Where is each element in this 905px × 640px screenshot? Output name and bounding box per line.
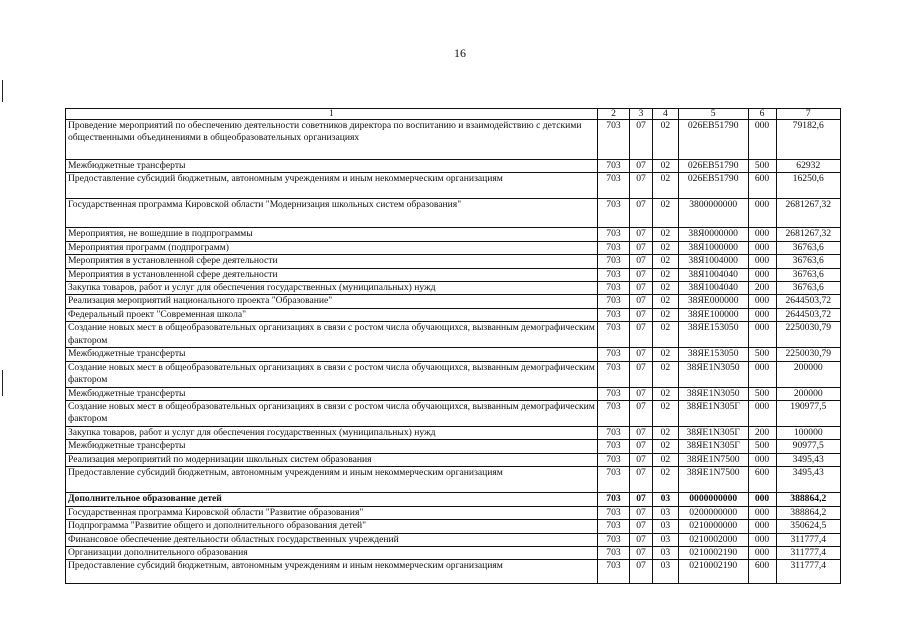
row-grbs-cell: 703	[597, 173, 629, 199]
row-name-cell: Реализация мероприятий национального проекта "Образование"	[66, 295, 598, 308]
column-header: 4	[652, 109, 678, 120]
row-expense-type-cell: 000	[748, 268, 776, 281]
row-grbs-cell: 703	[597, 546, 629, 559]
table-row	[66, 506, 841, 519]
row-target-article-cell: 38Я1000000	[678, 241, 748, 254]
table-row	[66, 173, 841, 199]
row-name-cell: Предоставление субсидий бюджетным, автономным учреждениям и иным некоммерческим организациям	[66, 467, 598, 493]
row-amount-cell: 190977,5	[776, 401, 840, 427]
row-subsection-cell: 02	[652, 268, 678, 281]
row-section-cell: 07	[630, 493, 653, 506]
row-name-cell: Закупка товаров, работ и услуг для обеспечения государственных (муниципальных) нужд	[66, 427, 598, 440]
budget-table	[65, 108, 841, 584]
row-amount-cell: 2250030,79	[776, 348, 840, 361]
row-subsection-cell: 02	[652, 160, 678, 173]
row-target-article-cell: 38Я0000000	[678, 228, 748, 241]
row-name-cell: Предоставление субсидий бюджетным, автономным учреждениям и иным некоммерческим организациям	[66, 173, 598, 199]
row-grbs-cell: 703	[597, 308, 629, 321]
row-grbs-cell: 703	[597, 228, 629, 241]
table-row	[66, 268, 841, 281]
table-row	[66, 427, 841, 440]
row-amount-cell: 36763,6	[776, 255, 840, 268]
row-expense-type-cell: 600	[748, 560, 776, 584]
row-expense-type-cell: 000	[748, 401, 776, 427]
column-header: 6	[748, 109, 776, 120]
row-section-cell: 07	[630, 295, 653, 308]
row-amount-cell: 100000	[776, 427, 840, 440]
row-expense-type-cell: 000	[748, 361, 776, 387]
row-expense-type-cell: 000	[748, 255, 776, 268]
row-amount-cell: 2681267,32	[776, 199, 840, 228]
row-section-cell: 07	[630, 322, 653, 348]
row-target-article-cell: 026EB51790	[678, 120, 748, 160]
row-target-article-cell: 0210002000	[678, 533, 748, 546]
row-subsection-cell: 02	[652, 173, 678, 199]
row-amount-cell: 388864,2	[776, 506, 840, 519]
row-subsection-cell: 02	[652, 348, 678, 361]
column-header: 5	[678, 109, 748, 120]
row-target-article-cell: 38Я1004040	[678, 282, 748, 295]
row-name-cell: Межбюджетные трансферты	[66, 440, 598, 453]
row-section-cell: 07	[630, 361, 653, 387]
row-section-cell: 07	[630, 467, 653, 493]
row-subsection-cell: 03	[652, 546, 678, 559]
row-subsection-cell: 03	[652, 520, 678, 533]
row-expense-type-cell: 000	[748, 120, 776, 160]
row-name-cell: Создание новых мест в общеобразовательных организациях в связи с ростом числа обучающихся, вызванным демографическим фактором	[66, 322, 598, 348]
row-section-cell: 07	[630, 348, 653, 361]
row-subsection-cell: 02	[652, 467, 678, 493]
table-row	[66, 493, 841, 506]
table-row	[66, 322, 841, 348]
row-target-article-cell: 38ЯЕ1N7500	[678, 453, 748, 466]
row-target-article-cell: 026EB51790	[678, 173, 748, 199]
row-expense-type-cell: 000	[748, 453, 776, 466]
row-target-article-cell: 38ЯЕ1N305Г	[678, 440, 748, 453]
row-amount-cell: 200000	[776, 387, 840, 400]
row-subsection-cell: 02	[652, 120, 678, 160]
row-grbs-cell: 703	[597, 268, 629, 281]
row-section-cell: 07	[630, 120, 653, 160]
table-row	[66, 241, 841, 254]
row-target-article-cell: 38ЯЕ1N305Г	[678, 401, 748, 427]
row-expense-type-cell: 500	[748, 387, 776, 400]
table-row	[66, 520, 841, 533]
row-amount-cell: 311777,4	[776, 546, 840, 559]
row-amount-cell: 3495,43	[776, 453, 840, 466]
row-grbs-cell: 703	[597, 387, 629, 400]
row-grbs-cell: 703	[597, 322, 629, 348]
table-row	[66, 361, 841, 387]
row-amount-cell: 2250030,79	[776, 322, 840, 348]
table-row	[66, 560, 841, 584]
table-row	[66, 440, 841, 453]
row-subsection-cell: 02	[652, 440, 678, 453]
row-name-cell: Государственная программа Кировской области "Модернизация школьных систем образования"	[66, 199, 598, 228]
row-amount-cell: 62932	[776, 160, 840, 173]
row-grbs-cell: 703	[597, 282, 629, 295]
row-target-article-cell: 38ЯЕ1N305Г	[678, 427, 748, 440]
row-section-cell: 07	[630, 228, 653, 241]
table-row	[66, 348, 841, 361]
row-expense-type-cell: 000	[748, 493, 776, 506]
row-expense-type-cell: 000	[748, 241, 776, 254]
row-section-cell: 07	[630, 427, 653, 440]
row-expense-type-cell: 000	[748, 228, 776, 241]
row-target-article-cell: 38ЯЕ1N7500	[678, 467, 748, 493]
row-amount-cell: 36763,6	[776, 282, 840, 295]
row-amount-cell: 311777,4	[776, 533, 840, 546]
table-row	[66, 199, 841, 228]
page-number: 16	[454, 46, 466, 60]
row-subsection-cell: 02	[652, 295, 678, 308]
row-subsection-cell: 02	[652, 401, 678, 427]
row-subsection-cell: 02	[652, 228, 678, 241]
row-name-cell: Мероприятия программ (подпрограмм)	[66, 241, 598, 254]
row-section-cell: 07	[630, 453, 653, 466]
row-grbs-cell: 703	[597, 453, 629, 466]
row-grbs-cell: 703	[597, 241, 629, 254]
row-grbs-cell: 703	[597, 160, 629, 173]
row-grbs-cell: 703	[597, 493, 629, 506]
row-section-cell: 07	[630, 268, 653, 281]
row-target-article-cell: 0210000000	[678, 520, 748, 533]
row-section-cell: 07	[630, 387, 653, 400]
row-grbs-cell: 703	[597, 533, 629, 546]
row-target-article-cell: 38ЯЕ000000	[678, 295, 748, 308]
row-expense-type-cell: 000	[748, 506, 776, 519]
row-section-cell: 07	[630, 241, 653, 254]
row-expense-type-cell: 000	[748, 295, 776, 308]
row-section-cell: 07	[630, 440, 653, 453]
table-row	[66, 160, 841, 173]
row-subsection-cell: 02	[652, 255, 678, 268]
row-section-cell: 07	[630, 282, 653, 295]
row-name-cell: Подпрограмма "Развитие общего и дополнительного образования детей"	[66, 520, 598, 533]
row-target-article-cell: 38ЯЕ153050	[678, 322, 748, 348]
row-name-cell: Реализация мероприятий по модернизации школьных систем образования	[66, 453, 598, 466]
row-grbs-cell: 703	[597, 120, 629, 160]
column-header: 2	[597, 109, 629, 120]
row-name-cell: Финансовое обеспечение деятельности областных государственных учреждений	[66, 533, 598, 546]
row-name-cell: Дополнительное образование детей	[66, 493, 598, 506]
table-header-row	[66, 109, 841, 120]
row-amount-cell: 3495,43	[776, 467, 840, 493]
table-row	[66, 228, 841, 241]
row-amount-cell: 90977,5	[776, 440, 840, 453]
row-target-article-cell: 38ЯЕ153050	[678, 348, 748, 361]
row-grbs-cell: 703	[597, 255, 629, 268]
row-expense-type-cell: 000	[748, 546, 776, 559]
row-expense-type-cell: 500	[748, 348, 776, 361]
row-section-cell: 07	[630, 546, 653, 559]
row-section-cell: 07	[630, 520, 653, 533]
row-expense-type-cell: 000	[748, 199, 776, 228]
row-name-cell: Мероприятия, не вошедшие в подпрограммы	[66, 228, 598, 241]
row-section-cell: 07	[630, 506, 653, 519]
row-target-article-cell: 0210002190	[678, 560, 748, 584]
row-subsection-cell: 02	[652, 282, 678, 295]
table-row	[66, 453, 841, 466]
row-name-cell: Мероприятия в установленной сфере деятельности	[66, 268, 598, 281]
row-target-article-cell: 3800000000	[678, 199, 748, 228]
column-header: 7	[776, 109, 840, 120]
row-subsection-cell: 02	[652, 241, 678, 254]
row-target-article-cell: 38ЯЕ1N3050	[678, 361, 748, 387]
row-section-cell: 07	[630, 308, 653, 321]
row-amount-cell: 200000	[776, 361, 840, 387]
row-subsection-cell: 02	[652, 199, 678, 228]
row-subsection-cell: 03	[652, 533, 678, 546]
row-grbs-cell: 703	[597, 348, 629, 361]
row-expense-type-cell: 500	[748, 440, 776, 453]
row-amount-cell: 79182,6	[776, 120, 840, 160]
row-section-cell: 07	[630, 533, 653, 546]
table-row	[66, 308, 841, 321]
row-grbs-cell: 703	[597, 427, 629, 440]
row-expense-type-cell: 200	[748, 282, 776, 295]
row-grbs-cell: 703	[597, 199, 629, 228]
row-name-cell: Предоставление субсидий бюджетным, автономным учреждениям и иным некоммерческим организациям	[66, 560, 598, 584]
row-subsection-cell: 02	[652, 308, 678, 321]
row-subsection-cell: 02	[652, 361, 678, 387]
row-name-cell: Создание новых мест в общеобразовательных организациях в связи с ростом числа обучающихся, вызванным демографическим фактором	[66, 361, 598, 387]
row-target-article-cell: 38Я1004040	[678, 268, 748, 281]
row-grbs-cell: 703	[597, 506, 629, 519]
row-expense-type-cell: 600	[748, 173, 776, 199]
table-row	[66, 120, 841, 160]
row-section-cell: 07	[630, 199, 653, 228]
table-row	[66, 467, 841, 493]
row-section-cell: 07	[630, 255, 653, 268]
table-row	[66, 401, 841, 427]
row-section-cell: 07	[630, 560, 653, 584]
row-target-article-cell: 38ЯЕ100000	[678, 308, 748, 321]
row-target-article-cell: 0210002190	[678, 546, 748, 559]
row-grbs-cell: 703	[597, 361, 629, 387]
row-amount-cell: 2644503,72	[776, 308, 840, 321]
row-section-cell: 07	[630, 401, 653, 427]
row-subsection-cell: 03	[652, 560, 678, 584]
scan-mark	[2, 370, 3, 396]
row-amount-cell: 2644503,72	[776, 295, 840, 308]
row-subsection-cell: 02	[652, 387, 678, 400]
row-target-article-cell: 026EB51790	[678, 160, 748, 173]
row-target-article-cell: 0200000000	[678, 506, 748, 519]
row-amount-cell: 350624,5	[776, 520, 840, 533]
row-grbs-cell: 703	[597, 440, 629, 453]
row-expense-type-cell: 000	[748, 533, 776, 546]
row-expense-type-cell: 200	[748, 427, 776, 440]
row-target-article-cell: 38ЯЕ1N3050	[678, 387, 748, 400]
row-subsection-cell: 02	[652, 322, 678, 348]
row-name-cell: Государственная программа Кировской области "Развитие образования"	[66, 506, 598, 519]
row-name-cell: Проведение мероприятий по обеспечению деятельности советников директора по воспитанию и взаимодействию с детскими общественными объединениями в общеобразовательных организациях	[66, 120, 598, 160]
table-row	[66, 387, 841, 400]
row-expense-type-cell: 000	[748, 520, 776, 533]
row-grbs-cell: 703	[597, 401, 629, 427]
row-amount-cell: 36763,6	[776, 241, 840, 254]
row-grbs-cell: 703	[597, 295, 629, 308]
row-name-cell: Межбюджетные трансферты	[66, 160, 598, 173]
row-name-cell: Межбюджетные трансферты	[66, 348, 598, 361]
row-name-cell: Мероприятия в установленной сфере деятельности	[66, 255, 598, 268]
row-amount-cell: 16250,6	[776, 173, 840, 199]
scan-mark	[2, 80, 3, 102]
row-subsection-cell: 03	[652, 493, 678, 506]
row-expense-type-cell: 000	[748, 308, 776, 321]
row-section-cell: 07	[630, 160, 653, 173]
table-row	[66, 255, 841, 268]
row-name-cell: Создание новых мест в общеобразовательных организациях в связи с ростом числа обучающихся, вызванным демографическим фактором	[66, 401, 598, 427]
column-header: 1	[66, 109, 598, 120]
row-amount-cell: 36763,6	[776, 268, 840, 281]
row-amount-cell: 311777,4	[776, 560, 840, 584]
row-subsection-cell: 02	[652, 427, 678, 440]
row-subsection-cell: 02	[652, 453, 678, 466]
row-expense-type-cell: 500	[748, 160, 776, 173]
table-row	[66, 295, 841, 308]
row-amount-cell: 2681267,32	[776, 228, 840, 241]
column-header: 3	[630, 109, 653, 120]
table-row	[66, 282, 841, 295]
row-expense-type-cell: 600	[748, 467, 776, 493]
row-name-cell: Межбюджетные трансферты	[66, 387, 598, 400]
row-name-cell: Закупка товаров, работ и услуг для обеспечения государственных (муниципальных) нужд	[66, 282, 598, 295]
row-target-article-cell: 0000000000	[678, 493, 748, 506]
row-grbs-cell: 703	[597, 560, 629, 584]
row-section-cell: 07	[630, 173, 653, 199]
row-grbs-cell: 703	[597, 467, 629, 493]
budget-table-body	[66, 109, 841, 584]
row-target-article-cell: 38Я1004000	[678, 255, 748, 268]
row-subsection-cell: 03	[652, 506, 678, 519]
table-row	[66, 546, 841, 559]
row-grbs-cell: 703	[597, 520, 629, 533]
row-name-cell: Федеральный проект "Современная школа"	[66, 308, 598, 321]
table-row	[66, 533, 841, 546]
row-name-cell: Организации дополнительного образования	[66, 546, 598, 559]
row-expense-type-cell: 000	[748, 322, 776, 348]
row-amount-cell: 388864,2	[776, 493, 840, 506]
